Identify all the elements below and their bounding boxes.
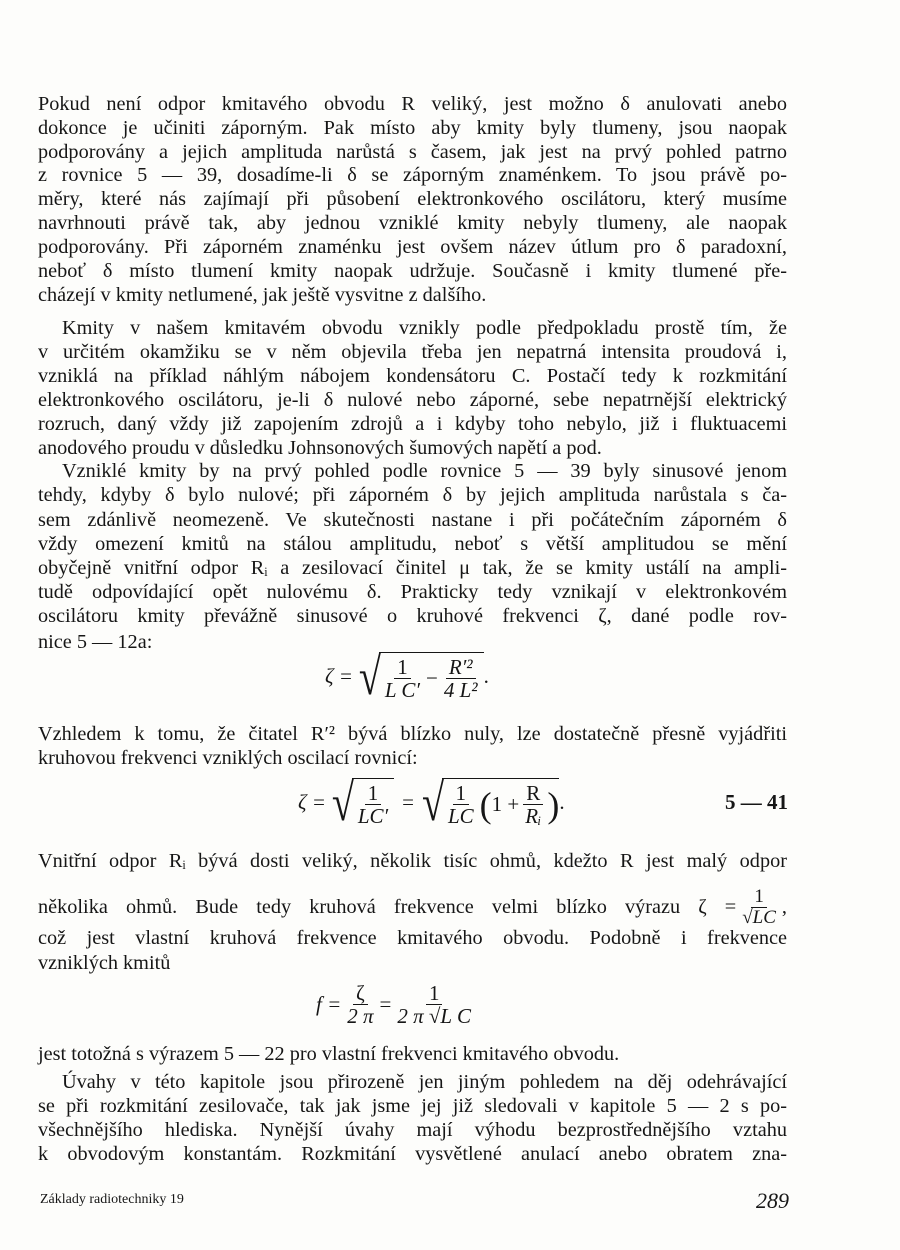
text-line: tehdy, kdyby δ bylo nulové; při záporném δ by jejich amplituda narůstala s ča-	[38, 484, 787, 506]
comma: ,	[781, 896, 787, 919]
text-line: Kmity v našem kmitavém obvodu vznikly podle předpokladu prostě tím, že	[62, 317, 787, 339]
formula-5-41	[298, 772, 788, 832]
text-line: obyčejně vnitřní odpor Rᵢ a zesilovací činitel μ tak, že se kmity ustálí na ampli-	[38, 557, 787, 579]
text-line: Vnitřní odpor Rᵢ bývá dosti veliký, několik tisíc ohmů, kdežto R jest malý odpor	[38, 850, 787, 872]
text-line: podporovány. Při záporném znaménku jest ovšem název útlum pro δ paradoxní,	[38, 236, 787, 258]
text-line: nice 5 — 12a:	[38, 631, 153, 653]
inline-fraction	[739, 887, 779, 928]
formula-term: .	[483, 664, 489, 689]
text-line: anodového proudu v důsledku Johnsonových šumových napětí a pod.	[38, 437, 602, 459]
text-line: Vzhledem k tomu, že čitatel R′² bývá blízko nuly, lze dostatečně přesně vyjádřiti	[38, 723, 787, 745]
formula-term: 1	[453, 782, 470, 805]
formula-term: 1	[751, 887, 767, 908]
text-line: elektronkového oscilátoru, je-li δ nulové nebo záporné, sebe nepatrnější elektrický	[38, 389, 787, 411]
text-line: dokonce je učiniti záporným. Pak místo aby kmity byly tlumeny, jsou naopak	[38, 117, 787, 139]
text-line: což jest vlastní kruhová frekvence kmitavého obvodu. Podobně i frekvence	[38, 927, 787, 949]
formula-term: L C′	[384, 678, 421, 703]
text-line: vždy omezení kmitů na stálou amplitudu, neboť s větší amplitudou se mění	[38, 533, 787, 555]
equation-number: 5 — 41	[725, 790, 788, 815]
formula-lhs: ζ =	[325, 664, 353, 689]
line-text: několika ohmů. Bude tedy kruhová frekvence velmi blízko výrazu ζ =	[38, 896, 737, 919]
text-line: v určitém okamžiku se v něm objevila třeba jen nepatrná intensita proudová i,	[38, 341, 787, 363]
text-line: Vzniklé kmity by na prvý pohled podle rovnice 5 — 39 byly sinusové jenom	[62, 460, 787, 482]
formula-frequency	[316, 982, 477, 1027]
formula-term: 4 L²	[443, 678, 478, 703]
text-line: všechnějšího hlediska. Nynější úvahy mají výhodu bezprostřednějšího vztahu	[38, 1119, 787, 1141]
formula-term: .	[559, 790, 565, 815]
text-line: Úvahy v této kapitole jsou přirozeně jen jiným pohledem na děj odehrávající	[62, 1071, 787, 1093]
text-line: jest totožná s výrazem 5 — 22 pro vlastní frekvenci kmitavého obvodu.	[38, 1043, 620, 1065]
formula-term: 2 π	[347, 1004, 374, 1029]
text-line: rozruch, daný vždy již zapojením zdrojů a i kdyby toho nebylo, již i fluktuacemi	[38, 413, 787, 435]
formula-term: −	[426, 666, 438, 691]
formula-term: =	[402, 790, 414, 815]
text-line: Pokud není odpor kmitavého obvodu R veliký, jest možno δ anulovati anebo	[38, 93, 787, 115]
page-number: 289	[756, 1188, 789, 1213]
formula-term: )	[547, 784, 560, 825]
formula-term: 1	[365, 782, 382, 805]
text-line: oscilátoru kmity převážně sinusové o kruhové frekvenci ζ, dané podle rov-	[38, 605, 787, 627]
sqrt-icon: √	[358, 646, 381, 706]
formula-term: 1 +	[491, 792, 520, 817]
formula-term: R′²	[446, 656, 476, 679]
text-line: kruhovou frekvenci vzniklých oscilací rovnicí:	[38, 747, 418, 769]
footer-book-title: Základy radiotechniky 19	[40, 1192, 184, 1207]
text-line: neboť δ místo tlumení kmity naopak udržuje. Současně i kmity tlumené pře-	[38, 260, 787, 282]
formula-term: LC′	[357, 804, 389, 829]
sqrt-icon: √	[422, 772, 444, 832]
text-line: sem zdánlivě neomezeně. Ve skutečnosti nastane i při počátečním záporném δ	[38, 509, 787, 531]
formula-term: 2 π √L C	[397, 1004, 471, 1029]
text-line: z rovnice 5 — 39, dosadíme-li δ se záporným znaménkem. To jsou právě po-	[38, 164, 787, 186]
text-line: vzniklých kmitů	[38, 952, 171, 974]
text-line: podporovány a jejich amplituda narůstá s časem, jak jest na prvý pohled patrno	[38, 141, 787, 163]
inline-formula-line	[38, 887, 787, 928]
formula-term: R	[523, 782, 543, 805]
formula-term: =	[379, 992, 392, 1017]
text-line: vzniklá na příklad náhlým nábojem kondensátoru C. Postačí tedy k rozkmitání	[38, 365, 787, 387]
formula-term: f =	[316, 992, 342, 1017]
formula-term: ζ	[353, 982, 368, 1005]
sqrt-icon: √	[331, 772, 354, 832]
text-line: měry, které nás zajímají při působení elektronkového oscilátoru, který musíme	[38, 188, 787, 210]
formula-term: 1	[394, 656, 411, 679]
formula-term: Rᵢ	[525, 804, 542, 829]
formula-term: 1	[426, 982, 443, 1005]
formula-zeta-damped	[325, 646, 489, 706]
text-line: se při rozkmitání zesilovače, tak jak jsme jej již sledovali v kapitole 5 — 2 s po-	[38, 1095, 787, 1117]
formula-lhs: ζ =	[298, 790, 326, 815]
formula-term: √LC	[742, 906, 776, 928]
text-line: k obvodovým konstantám. Rozkmitání vysvětlené anulací anebo obratem zna-	[38, 1143, 787, 1165]
formula-term: (	[479, 784, 492, 825]
text-line: navrhnouti právě tak, aby jednou vzniklé kmity nebyly tlumeny, ale naopak	[38, 212, 787, 234]
text-line: cházejí v kmity netlumené, jak ještě vysvitne z dalšího.	[38, 284, 487, 306]
formula-term: LC	[447, 804, 474, 829]
text-line: tudě odpovídající opět nulovému δ. Prakticky tedy vznikají v elektronkovém	[38, 581, 787, 603]
